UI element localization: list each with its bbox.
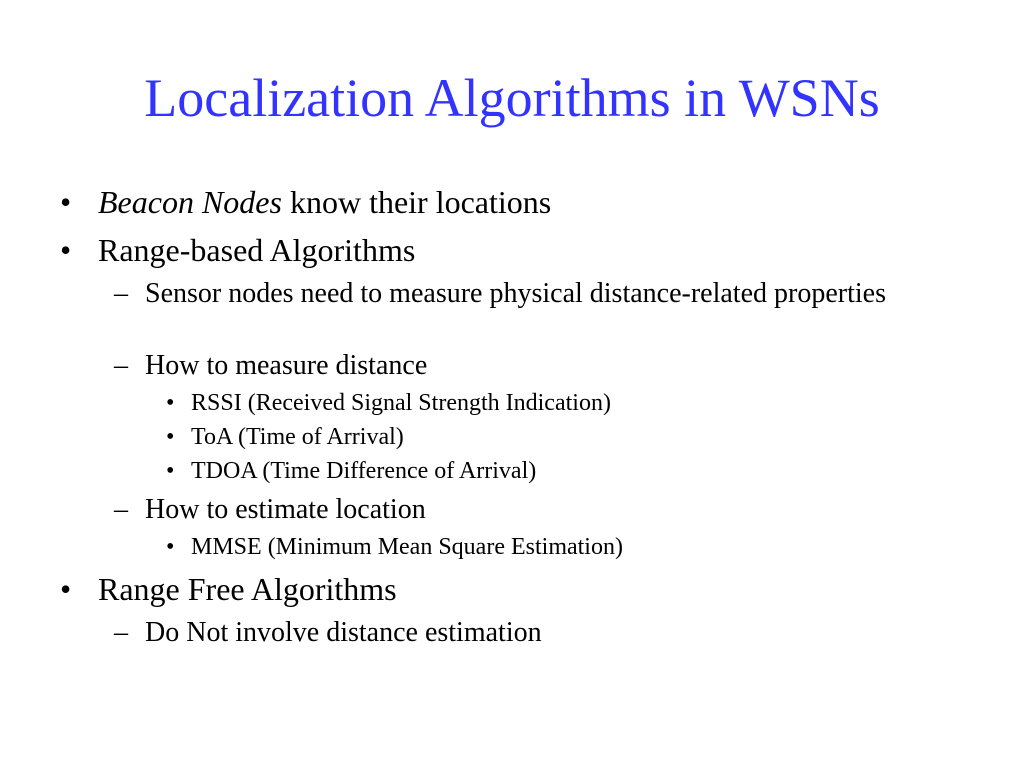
sub-sub-item-text: ToA (Time of Arrival) bbox=[191, 424, 404, 450]
sub-item-text: Sensor nodes need to measure physical distance-related properties bbox=[145, 278, 886, 309]
sub-sub-item-text: MMSE (Minimum Mean Square Estimation) bbox=[191, 534, 623, 560]
bullet-text bbox=[98, 183, 551, 221]
emphasis-text: Beacon Nodes bbox=[98, 184, 282, 220]
sub-sub-item-text: TDOA (Time Difference of Arrival) bbox=[191, 458, 537, 484]
slide-title: Localization Algorithms in WSNs bbox=[144, 68, 880, 128]
sub-sub-item-text: RSSI (Received Signal Strength Indication) bbox=[191, 390, 611, 416]
bullet-text: Range-based Algorithms bbox=[98, 232, 416, 268]
sub-item-text: How to measure distance bbox=[145, 350, 428, 381]
dash-marker: – bbox=[114, 278, 128, 309]
bullet-text-rest: know their locations bbox=[281, 184, 552, 220]
bullet-marker: • bbox=[60, 184, 72, 220]
dash-marker: – bbox=[114, 494, 128, 525]
bullet-marker: • bbox=[166, 534, 175, 560]
bullet-marker: • bbox=[166, 458, 175, 484]
bullet-text: Range Free Algorithms bbox=[98, 571, 397, 607]
sub-item-text: How to estimate location bbox=[145, 494, 426, 525]
dash-marker: – bbox=[114, 617, 128, 648]
bullet-marker: • bbox=[166, 390, 175, 416]
bullet-marker: • bbox=[60, 232, 72, 268]
sub-item-text: Do Not involve distance estimation bbox=[145, 617, 542, 648]
dash-marker: – bbox=[114, 350, 128, 381]
bullet-marker: • bbox=[166, 424, 175, 450]
bullet-marker: • bbox=[60, 571, 72, 607]
